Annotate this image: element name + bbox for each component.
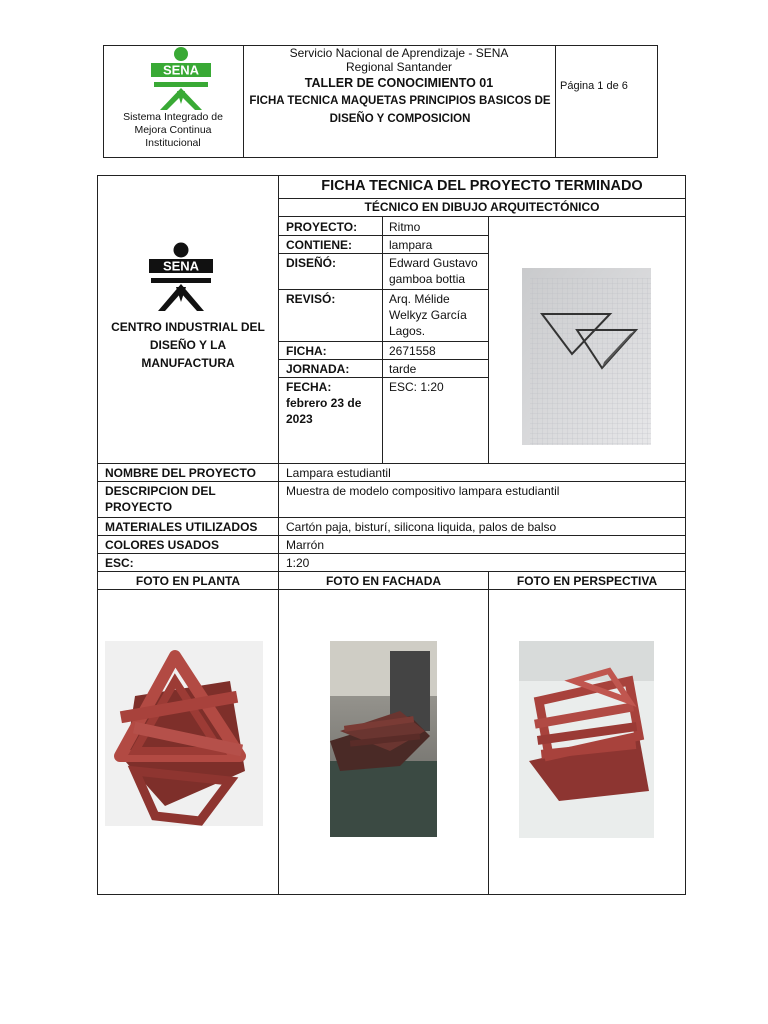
info-value-esc: ESC: 1:20 <box>389 380 444 394</box>
info-label-reviso: REVISÓ: <box>286 292 336 306</box>
header-line4: FICHA TECNICA MAQUETAS PRINCIPIOS BASICOS DE DISEÑO Y COMPOSICION <box>249 95 551 125</box>
detail-value-nombre: Lampara estudiantil <box>286 466 391 480</box>
detail-value-colores: Marrón <box>286 538 325 552</box>
detail-value-materiales: Cartón paja, bisturí, silicona liquida, palos de balso <box>286 520 557 534</box>
detail-label-materiales: MATERIALES UTILIZADOS <box>105 520 258 534</box>
info-label-ficha: FICHA: <box>286 344 327 358</box>
org-name: Sistema Integrado de Mejora Continua Institucional <box>123 111 223 149</box>
info-value-diseno: Edward Gustavo gamboa bottia <box>389 256 478 286</box>
photo-header-fachada: FOTO EN FACHADA <box>325 574 442 588</box>
detail-label-esc: ESC: <box>105 556 134 570</box>
info-label-fecha: FECHA: febrero 23 de 2023 <box>286 380 362 426</box>
page-indicator: Página 1 de 6 <box>560 80 628 92</box>
detail-label-descripcion: DESCRIPCION DEL PROYECTO <box>105 484 216 514</box>
sena-logo-sheet <box>145 240 217 312</box>
header-line1: Servicio Nacional de Aprendizaje - SENA <box>289 46 509 60</box>
sena-logo-header <box>148 44 214 112</box>
info-label-jornada: JORNADA: <box>286 362 350 376</box>
center-name: CENTRO INDUSTRIAL DEL DISEÑO Y LA MANUFACTURA <box>111 320 265 370</box>
info-value-jornada: tarde <box>389 362 417 376</box>
info-value-reviso: Arq. Mélide Welkyz García Lagos. <box>389 292 467 338</box>
detail-value-descripcion: Muestra de modelo compositivo lampara estudiantil <box>286 484 560 498</box>
info-label-proyecto: PROYECTO: <box>286 220 358 234</box>
sheet-title: FICHA TECNICA DEL PROYECTO TERMINADO <box>321 178 643 194</box>
header-line2: Regional Santander <box>345 60 453 74</box>
info-value-ficha: 2671558 <box>389 344 436 358</box>
photo-fachada <box>330 641 437 837</box>
info-value-proyecto: Ritmo <box>389 220 421 234</box>
detail-label-nombre: NOMBRE DEL PROYECTO <box>105 466 256 480</box>
info-label-contiene: CONTIENE: <box>286 238 352 252</box>
detail-value-esc: 1:20 <box>286 556 310 570</box>
logo-wordmark: SENA <box>162 62 200 78</box>
logo-wordmark: SENA <box>162 258 200 274</box>
photo-header-planta: FOTO EN PLANTA <box>135 574 241 588</box>
photo-planta <box>105 641 263 826</box>
photo-header-perspectiva: FOTO EN PERSPECTIVA <box>516 574 658 588</box>
header-line3: TALLER DE CONOCIMIENTO 01 <box>304 76 494 90</box>
detail-label-colores: COLORES USADOS <box>105 538 220 552</box>
info-value-contiene: lampara <box>389 238 433 252</box>
photo-perspectiva <box>519 641 654 838</box>
info-label-diseno: DISEÑÓ: <box>286 256 337 270</box>
sketch-photo <box>522 268 651 445</box>
sheet-subtitle: TÉCNICO EN DIBUJO ARQUITECTÓNICO <box>364 200 600 214</box>
